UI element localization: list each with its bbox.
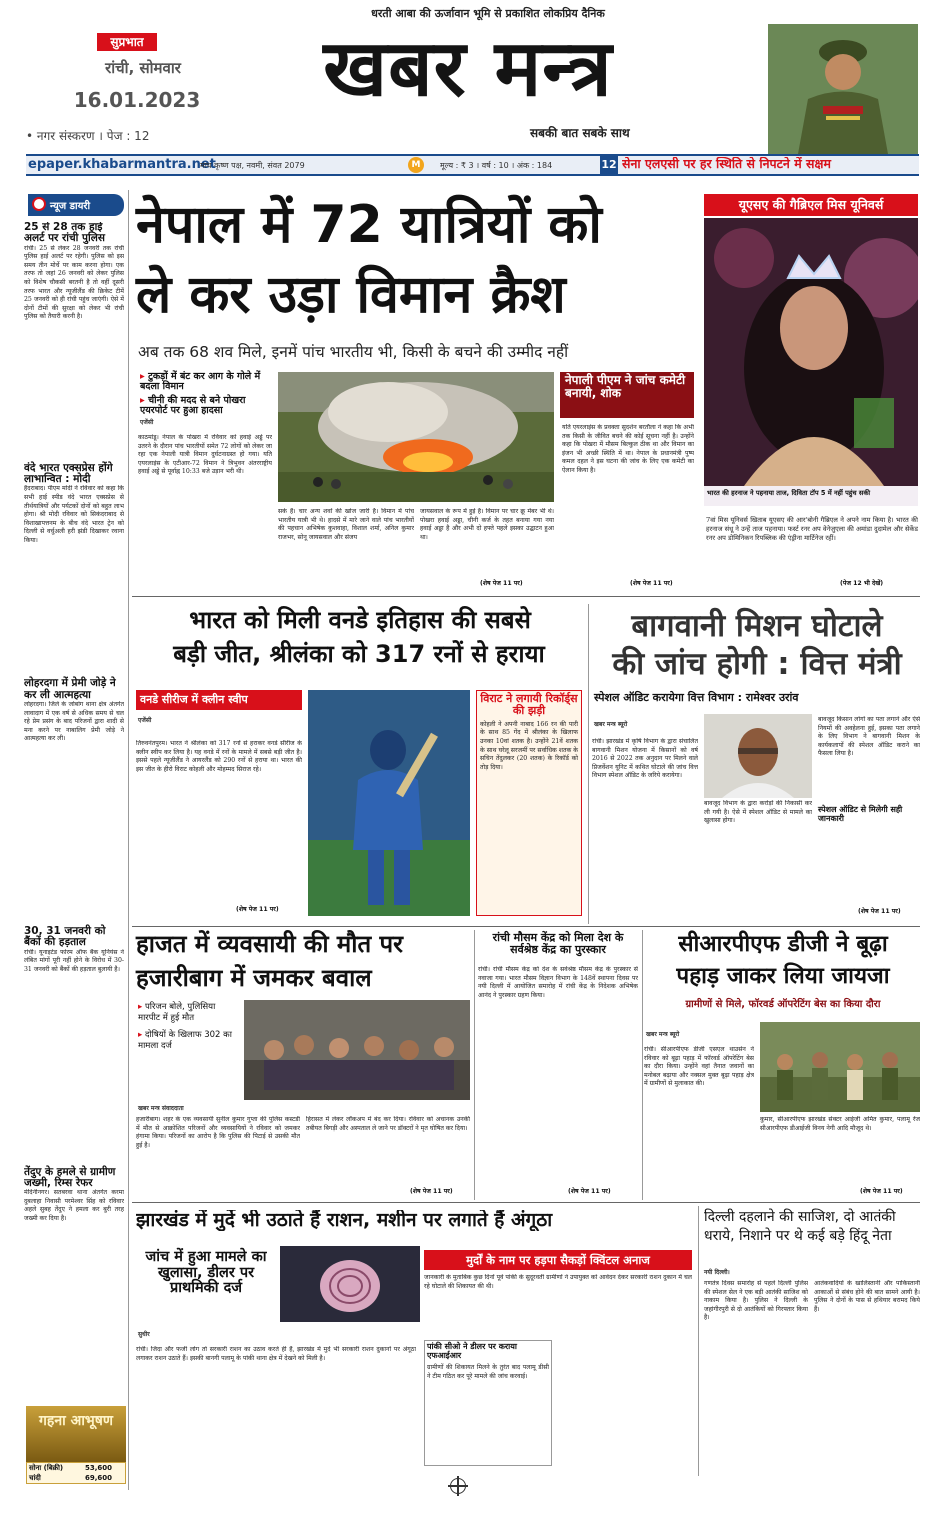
sidebar-item-body: हैदराबाद। पीएम मोदी ने रविवार को कहा कि सभी हाई स्पीड वंदे भारत एक्सप्रेस से तीर्थयात्रियों और पर्यटकों दोनों को बहुत लाभ होगा। श्री मोदी रविवार को सिकंदराबाद से विशाखापत्तनम के बीच वंदे भारत ट्रेन को दिल्ली से वर्चुअली हरी झंडी दिखाकर रवाना किया। (24, 485, 124, 544)
section-rule (132, 596, 920, 597)
price-info: मूल्य : ₹ 3 । वर्ष : 10 । अंक : 184 (440, 161, 553, 170)
horticulture-headline-line2[interactable]: की जांच होगी : वित्त मंत्री (612, 646, 902, 682)
ration-side-title[interactable]: जांच में हुआ मामले का खुलासा, डीलर पर प्राथमिकी दर्ज (145, 1249, 267, 1297)
cricket-continued: (शेष पेज 11 पर) (236, 906, 279, 913)
edition-info: • नगर संस्करण । पेज : 12 (26, 129, 150, 143)
hazaribagh-headline-line1[interactable]: हाजत में व्यवसायी की मौत पर (136, 930, 403, 958)
column-divider (698, 1206, 699, 1476)
crpf-headline-line2[interactable]: पहाड़ जाकर लिया जायजा (676, 963, 890, 989)
cricket-tag[interactable]: वनडे सीरीज में क्लीन स्वीप (136, 690, 302, 710)
sidebar-item-head[interactable]: लोहरदगा में प्रेमी जोड़े ने कर ली आत्महत्या (24, 677, 116, 701)
sidebar-item-body: मेदिनीनगर। सतबरवा थाना अंतर्गत करमा दुबलाहा निवासी परमेश्वर सिंह को रविवार अहले सुबह तेंदुए ने हमला कर बुरी तरह जख्मी कर दिया है। (24, 1189, 124, 1223)
general-portrait-photo (768, 24, 918, 154)
sidebar-item-body: रांची। 25 से लेकर 28 जनवरी तक रांची पुलिस हाई अलर्ट पर रहेगी। पुलिस को इस समय तीन मोर्चे पर काम करना होगा। एक तरफ तो जहां 26 जनवरी को लेकर पुलिस को विशेष चौकसी बरतनी है तो वहीं दूसरी तरफ भारत और न्यूजीलैंड की क्रिकेट टीमें 25 जनवरी को ही रांची पहुंच जाएंगी। ऐसे में दोनों टीमों की सुरक्षा को लेकर भी रांची पुलिस को तैयारी करनी है। (24, 244, 124, 321)
cricket-headline-line1[interactable]: भारत को मिली वनडे इतिहास की सबसे (189, 606, 531, 634)
section-rule (132, 1202, 920, 1203)
horticulture-body-col2: बावजूद विभाग के द्वारा करोड़ों की निकासी कर ली गयी है। ऐसे में स्पेशल ऑडिट से मामले का खुलासा होगा। (704, 800, 812, 825)
crpf-photo (760, 1022, 920, 1112)
thumbprint-photo (280, 1246, 420, 1322)
masthead-slogan: सबकी बात सबके साथ (530, 126, 630, 140)
miss-universe-photo (704, 218, 918, 486)
crpf-headline-line1[interactable]: सीआरपीएफ डीजी ने बूढ़ा (678, 931, 888, 957)
miss-universe-label[interactable]: यूएसए की गैब्रिएल मिस यूनिवर्स (704, 194, 918, 216)
delhi-byline: नयी दिल्ली। (704, 1269, 730, 1276)
lead-side-body: यति एयरलाइंस के प्रवक्ता सुदर्शन बरतौला ने कहा कि अभी तक किसी के जीवित बचने की कोई सूचना नहीं है। उन्होंने कहा कि पोखरा में मौसम बिल्कुल ठीक था और विमान का इंजन भी अच्छी स्थिति में था। नेपाल के प्रधानमंत्री पुष्प कमल दहल ने इस घटना की जांच के लिए एक कमेटी का ऐलान किया है। (562, 424, 694, 474)
kohli-photo (308, 690, 470, 916)
news-diary-brand (28, 194, 124, 216)
hazaribagh-bullet: ▸ परिजन बोले, पुलिसिया मारपीट में हुई मौत (138, 1002, 238, 1024)
logo-icon: M (408, 157, 424, 173)
crpf-byline: खबर मन्त्र ब्यूरो (646, 1031, 680, 1038)
sidebar-item-head[interactable]: 30, 31 जनवरी को बैंकों की हड़ताल (24, 924, 106, 949)
plane-crash-svg (278, 372, 554, 502)
sidebar-column (24, 222, 124, 1422)
hazaribagh-byline: खबर मन्त्र संवाददाता (138, 1105, 184, 1112)
lead-side-continued: (शेष पेज 11 पर) (630, 580, 673, 587)
horticulture-subhead: स्पेशल ऑडिट करायेगा वित्त विभाग : रामेश्वर उरांव (594, 691, 799, 704)
miss-universe-caption: भारत की हरनाज ने पहनाया ताज, दिविता टॉप 5 में नहीं पहुंच सकी (704, 486, 918, 506)
sidebar-item-body: रांची। यूनाइटेड फोरम ऑफ बैंक यूनियंस ने लंबित मांगों पूरी नहीं होने के विरोध में 30-31 जनवरी को बैंकों की हड़ताल बुलायी है। (24, 948, 124, 973)
miss-universe-svg (704, 218, 918, 486)
horticulture-body-col3: बावजूद किसान लोगों का पता लगाने और ऐसे नियमों की अवहेलना हुई, इसका पता लगाने के लिए विभाग ने बागवानी मिशन के कार्यकलापों की स्पेशल ऑडिट कराने का फैसला लिया है। (818, 716, 920, 758)
ration-headline[interactable]: झारखंड में मुर्दे भी उठाते हैं राशन, मशीन पर लगाते हैं अंगूठा (136, 1210, 553, 1231)
lead-headline-line2[interactable]: ले कर उड़ा विमान क्रैश (136, 265, 566, 325)
hazaribagh-photo (244, 1000, 470, 1100)
cricket-agency: एजेंसी (138, 717, 152, 724)
jewellery-ad-brand: गहना आभूषण (39, 1413, 113, 1429)
crpf-subhead: ग्रामीणों से मिले, फॉरवर्ड ऑपरेटिंग बेस का किया दौरा (685, 999, 881, 1010)
kohli-svg (308, 690, 470, 916)
cricket-body: तिरुवनंतपुरम। भारत ने श्रीलंका को 317 रनों से हराकर वनडे सीरीज के क्लीन स्वीप कर लिया है। यह वनडे में रनों के मामले में सबसे बड़ी जीत है। इससे पहले न्यूजीलैंड ने आयरलैंड को 290 रनों से हराया था। भारत की इस जीत के हीरो विराट कोहली और मोहम्मद सिराज रहे। (136, 740, 302, 773)
hazaribagh-bullets (138, 1002, 238, 1052)
ration-box (424, 1340, 552, 1466)
virat-box-title[interactable]: विराट ने लगायी रिकॉर्ड्स की झड़ी (480, 692, 578, 717)
lead-subhead: अब तक 68 शव मिले, इनमें पांच भारतीय भी, किसी के बचने की उम्मीद नहीं (138, 343, 569, 361)
miss-universe-body: 7वां मिस यूनिवर्स खिताब यूएसए की आर'बोनी गैब्रिएल ने अपने नाम किया है। भारत की हरनाज संधू ने उन्हें ताज पहनाया। फर्स्ट रनर अप वेनेजुएला की अमांडा दुदामेल और सेकेंड रनर अप डोमिनिकन रिपब्लिक की एंड्रीना मार्टिनेज रहीं। (706, 516, 918, 542)
hazaribagh-continued: (शेष पेज 11 पर) (410, 1188, 453, 1195)
column-divider (642, 930, 643, 1200)
crpf-body-2: कुमार, सीआरपीएफ झारखंड सेक्टर आईजी अमित कुमार, पलामू रेंज सीआरपीएफ डीआईजी विनय नेगी आदि मौजूद थे। (760, 1116, 920, 1132)
ration-body-2: जानकारी के मुताबिक कुछ दिनों पूर्व पांकी के सुदूरवर्ती ग्रामीणों ने उपायुक्त को आवेदन देकर सरकारी राशन दुकान में चल रहे घोटाले की शिकायत की थी। (424, 1274, 692, 1290)
sidebar-item-head[interactable]: वंदे भारत एक्सप्रेस होंगे लाभान्वित : मोदी (24, 461, 113, 485)
ration-box-body: ग्रामीणों की शिकायत मिलने के तुरंत बाद पलामू डीसी ने टीम गठित कर पूरे मामले की जांच करवाई। (427, 1364, 549, 1380)
edition-tag: सुप्रभात (97, 33, 157, 51)
crpf-continued: (शेष पेज 11 पर) (860, 1188, 903, 1195)
rate-value: 53,600 (85, 1464, 113, 1472)
gold-rates (26, 1462, 126, 1484)
delhi-body: गणतंत्र दिवस समारोह से पहले दिल्ली पुलिस की स्पेशल सेल ने एक बड़ी आतंकी साजिश को नाकाम किया है। पुलिस ने दिल्ली के जहांगीरपुरी से दो आतंकियों को गिरफ्तार किया है। (704, 1280, 808, 1322)
horticulture-body-col1: रांची। झारखंड में कृषि विभाग के द्वारा संचालित बागवानी मिशन योजना में किसानों को वर्ष 2016 से 2022 तक अनुदान पर मिलने वाले प्रिजर्वेशन यूनिट में कथित घोटाले की जांच वित्त विभाग स्पेशल ऑडिट के जरिये करायेगा। (592, 738, 698, 780)
lead-continued: (शेष पेज 11 पर) (480, 580, 523, 587)
section-rule (132, 926, 920, 927)
sidebar-item-head[interactable]: 25 से 28 तक हाई अलर्ट पर रांची पुलिस (24, 222, 105, 245)
crpf-svg (760, 1022, 920, 1112)
website-link[interactable]: epaper.khabarmantra.net (28, 157, 216, 172)
edition-date: 16.01.2023 (73, 88, 201, 112)
lead-body-col1: काठमांडू। नेपाल के पोखरा में रविवार को हवाई अड्डे पर उतरने के दौरान पांच भारतीयों समेत 72 लोगों को लेकर जा रहा एक नेपाली यात्री विमान दुर्घटनाग्रस्त हो गया। यति एयरलाइंस के एटीआर-72 विमान ने त्रिभुवन अंतरराष्ट्रीय हवाई अड्डे से पूर्वाह्न 10:33 बजे उड़ान भरी थी। (138, 434, 272, 476)
column-divider (588, 604, 589, 924)
lead-side-box (560, 372, 694, 418)
weather-headline[interactable]: रांची मौसम केंद्र को मिला देश के सर्वश्रेष्ठ केंद्र का पुरस्कार (492, 931, 624, 956)
thumbprint-svg (280, 1246, 420, 1322)
lead-side-title[interactable]: नेपाली पीएम ने जांच कमेटी बनायी, शोक (565, 373, 686, 400)
hazaribagh-body: हजारीबाग। शहर के एक व्यवसायी सुनील कुमार गुप्ता की पुलिस कस्टडी में मौत से आक्रोशित परिजनों और व्यवसायियों ने रविवार को जमकर हंगामा किया। परिजनों का आरोप है कि पुलिस की पिटाई से उसकी मौत हुई है। (136, 1116, 300, 1149)
sidebar-item-body: लोहरदगा। जिले के जोबांग थाना क्षेत्र अंतर्गत लावादाग में एक वर्ष से अधिक समय से चल रहे प्रेम प्रसंग के बाद परिजनों द्वारा शादी से मना करने पर नाबालिग प्रेमी जोड़े ने आत्महत्या कर ली। (24, 700, 124, 743)
hazaribagh-bullet: ▸ दोषियों के खिलाफ 302 का मामला दर्ज (138, 1030, 238, 1052)
calendar-text: माघ कृष्ण पक्ष, नवमी, संवत 2079 (200, 161, 305, 170)
ration-byline: सुधीर (138, 1331, 150, 1338)
horticulture-continued: (शेष पेज 11 पर) (858, 908, 901, 915)
hazaribagh-body-2: हिरासत में लेकर लॉकअप में बंद कर दिया। रविवार को अचानक उनकी तबीयत बिगड़ी और अस्पताल ले जाने पर डॉक्टरों ने मृत घोषित कर दिया। (306, 1116, 470, 1132)
diary-icon (32, 197, 46, 211)
virat-box-body: कोहली ने अपनी नाबाद 166 रन की पारी के साथ 85 गेंद में श्रीलंका के खिलाफ उनका 10वां शतक है। उन्होंने 21वें शतक के साथ घरेलू सरजमीं पर सर्वाधिक शतक के सचिन तेंदुलकर (20 शतक) के रिकॉर्ड को तोड़ दिया। (480, 720, 578, 771)
miss-universe-continued: (पेज 12 भी देखें) (840, 580, 884, 587)
ration-tag[interactable]: मुर्दों के नाम पर हड़पा सैकड़ों क्विंटल अनाज (424, 1250, 692, 1270)
minister-photo (704, 714, 812, 798)
column-divider (128, 190, 129, 1490)
lead-agency: एजेंसी (140, 419, 154, 426)
lead-bullets (140, 372, 272, 416)
lead-headline-line1[interactable]: नेपाल में 72 यात्रियों को (136, 195, 602, 255)
plane-crash-photo (278, 372, 554, 502)
horticulture-byline: खबर मन्त्र ब्यूरो (594, 721, 628, 728)
hazaribagh-headline-line2[interactable]: हजारीबाग में जमकर बवाल (136, 964, 372, 992)
masthead-tagline: धरती आबा की ऊर्जावान भूमि से प्रकाशित लोकप्रिय दैनिक (371, 7, 605, 20)
ration-body: रांची। जिंदा और फर्जी लोग तो सरकारी राशन का उठाव करते ही हैं, झारखंड में मुर्दे भी सरकारी राशन दुकानों पर अंगूठा लगाकर राशन उठाते हैं। इसकी बानगी पलामू के पांकी थाना क्षेत्र में देखने को मिली है। (136, 1346, 416, 1362)
delhi-body-2: आतंकवादियों के खालिस्तानी और पाकिस्तानी आकाओं से संबंध होने की बात सामने आयी है। पुलिस ने दोनों के पास से हथियार बरामद किये हैं। (814, 1280, 920, 1313)
jewellery-ad[interactable] (26, 1406, 126, 1462)
place-day: रांची, सोमवार (105, 59, 181, 77)
cricket-headline-line2[interactable]: बड़ी जीत, श्रीलंका को 317 रनों से हराया (173, 640, 545, 668)
ration-box-title[interactable]: पांकी सीओ ने डीलर पर कराया एफआईआर (427, 1342, 517, 1360)
lead-body-col2: सके हैं। चार अन्य शवों की खोज जारी है। विमान में पांच भारतीय यात्री भी थे। हादसे में मारे जाने वाले पांच भारतीयों की पहचान अभिषेक कुशवाहा, विशाल शर्मा, अनिल कुमार राजभर, सोनू जायसवाल और संजय (278, 508, 414, 541)
lead-body-col3: जायसवाल के रूप में हुई है। विमान पर चार क्रू मेंबर भी थे। पोखरा हवाई अड्डा, चीनी कर्ज के तहत बनाया गया नया हवाई अड्डा है और अभी दो हफ्ते पहले इसका उद्घाटन हुआ था। (420, 508, 554, 541)
rate-value: 69,600 (85, 1474, 113, 1482)
column-divider (474, 930, 475, 1200)
crpf-body: रांची। सीआरपीएफ डीजी एसएल थाउसेन ने रविवार को बूढ़ा पहाड़ में फॉरवर्ड ऑपरेटिंग बेस का दौरा किया। उन्होंने वहां तैनात जवानों का मनोबल बढ़ाया और नक्सल मुक्त बूढ़ा पहाड़ क्षेत्र में ग्रामीणों से मुलाकात की। (644, 1046, 754, 1088)
lead-bullet: ▸ टुकड़ों में बंट कर आग के गोले में बदला विमान (140, 372, 272, 393)
delhi-headline[interactable]: दिल्ली दहलाने की साजिश, दो आतंकी धराये, निशाने पर थे कई बड़े हिंदू नेता (704, 1209, 896, 1244)
weather-continued: (शेष पेज 11 पर) (568, 1188, 611, 1195)
general-portrait-svg (768, 24, 918, 154)
strip-headline[interactable]: सेना एलएसी पर हर स्थिति से निपटने में सक्षम (622, 157, 831, 171)
virat-box (476, 690, 582, 916)
lead-bullet: ▸ चीनी की मदद से बने पोखरा एयरपोर्ट पर हुआ हादसा (140, 396, 272, 417)
rate-label: चांदी (29, 1474, 41, 1482)
news-diary-label: न्यूज डायरी (50, 201, 91, 212)
minister-svg (704, 714, 812, 798)
hazaribagh-svg (244, 1000, 470, 1100)
registration-mark-icon (450, 1478, 466, 1494)
horticulture-subhead-2: स्पेशल ऑडिट से मिलेगी सही जानकारी (818, 805, 903, 823)
sidebar-item-head[interactable]: तेंदुए के हमले से ग्रामीण जख्मी, रिम्स रेफर (24, 1165, 116, 1189)
horticulture-headline-line1[interactable]: बागवानी मिशन घोटाले (631, 608, 883, 644)
page-number-box: 12 (600, 156, 618, 174)
rate-label: सोना (बिक्री) (29, 1464, 64, 1472)
weather-body: रांची। रांची मौसम केंद्र को देश के सर्वश्रेष्ठ मौसम केंद्र के पुरस्कार से नवाजा गया। भारत मौसम विज्ञान विभाग के 148वें स्थापना दिवस पर नयी दिल्ली में आयोजित समारोह में रांची केंद्र के निदेशक अभिषेक आनंद ने पुरस्कार ग्रहण किया। (478, 966, 638, 999)
masthead-title: खबर मन्त्र (323, 24, 613, 114)
